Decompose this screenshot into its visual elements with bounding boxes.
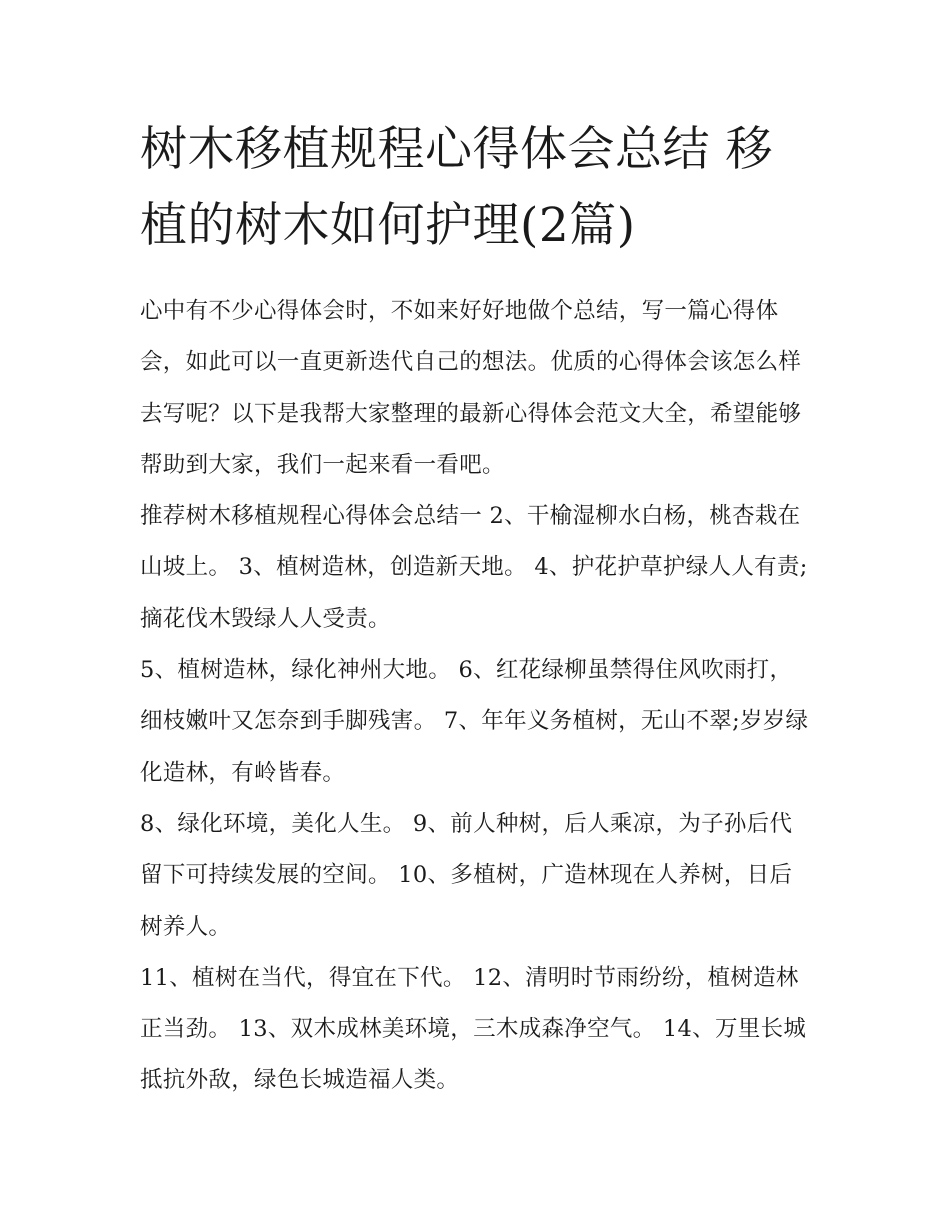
body-paragraph: 5、植树造林，绿化神州大地。 6、红花绿柳虽禁得住风吹雨打，细枝嫩叶又怎奈到手脚残害。 7、年年义务植树，无山不翠;岁岁绿化造林，有岭皆春。: [140, 657, 809, 786]
intro-paragraph: 心中有不少心得体会时，不如来好好地做个总结，写一篇心得体会，如此可以一直更新迭代自己的想法。优质的心得体会该怎么样去写呢？以下是我帮大家整理的最新心得体会范文大全，希望能够帮助到大家，我们一起来看一看吧。: [140, 298, 802, 478]
document-page: [140, 112, 812, 1107]
body-paragraph: 推荐树木移植规程心得体会总结一 2、干榆湿柳水白杨，桃杏栽在山坡上。 3、植树造林，创造新天地。 4、护花护草护绿人人有责;摘花伐木毁绿人人受责。: [140, 503, 808, 632]
body-paragraph: 8、绿化环境，美化人生。 9、前人种树，后人乘凉，为子孙后代留下可持续发展的空间。 10、多植树，广造林现在人养树，日后树养人。: [140, 810, 793, 940]
document-title: 树木移植规程心得体会总结 移植的树木如何护理(2篇): [140, 122, 773, 253]
body-paragraph: 11、植树在当代，得宜在下代。 12、清明时节雨纷纷，植树造林正当劲。 13、双木成林美环境，三木成森净空气。 14、万里长城抵抗外敌，绿色长城造福人类。: [140, 964, 807, 1094]
